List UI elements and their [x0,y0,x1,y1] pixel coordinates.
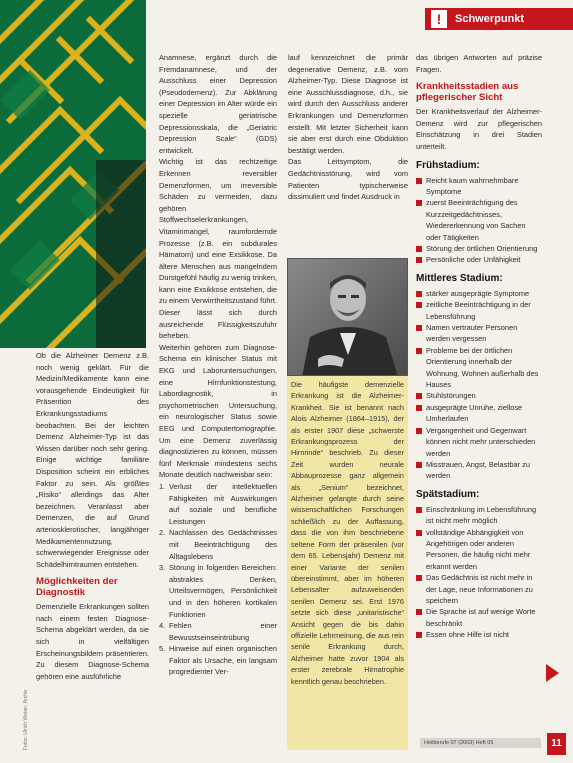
photo-credit [19,600,29,750]
list-item: Einschränkung im Lebensführung ist nicht mehr möglich [416,504,542,527]
paragraph: Ob die Alzheimer Demenz z.B. noch wenig geklärt. Für die Medizin/Medikamente kann eine vorausgehende Eindeutigkeit für Präsention des Erkrankungsstadiums beobachten. Bei der leichten Demenz Alzheimer-Typ ist das Wissen darüber noch sehr gering. Einige wichtige familiäre Disposition scheint ein erbliches Faktor zu sein. Als größtes „Risiko“ allerdings das Alter bezeichnen. Veranlasst aber Demenzen, die auf Grund arteriosklerotischer, langjähriger Medikamentennutzung, schwerwiegender Ereignisse oder Schädelhirntraumen entstehen. [36,351,149,569]
paragraph: Wichtig ist das rechtzeitige Erkennen reversibler Demenzformen, um irreversible Schäden zu vermeiden, dazu gehören Stoffwechselerkrankungen, Vitaminmangel, raumfordernde Prozesse (z.B. ein subdurales Hämatom) und eine Exsikkose. Da ältere Menschen aus mangelndem Durstgefühl häufig zu wenig trinken, kann eine Exsikkose entstehen, die zu einem Verwirrtheitszustand führt. Dieser lässt sich durch ausreichende Flüssigkeitszufuhr beheben. [159,157,277,341]
portrait-photo [287,258,408,376]
page-number: 11 [547,733,566,755]
photo-credit-text: Fotos: Ulrich Weber; Archiv [23,689,29,750]
journal-reference: Heilberufe 07 (2003) Heft 05 [424,740,494,746]
paragraph: das übrigen Antworten auf präzise Fragen. [416,53,542,74]
list-item: Probleme bei der örtlichen Orientierung innerhalb der Wohnung, Wohnen außerhalb des Hauses [416,345,542,391]
list-item: Das Gedächtnis ist nicht mehr in der Lage, neue Informationen zu speichern [416,572,542,606]
exclamation-icon: ! [431,10,447,28]
section-heading-diagnostik: Möglichkeiten der Diagnostik [36,576,118,599]
list-item: Die Sprache ist auf wenige Worte beschränkt [416,606,542,629]
paragraph: Der Krankheitsverlauf der Alzheimer-Demenz wird zur pflegerischen Einschätzung in drei Stadien unterteilt. [416,107,542,151]
late-stage-list [416,504,542,641]
paragraph: Das Leitsymptom, die Gedächtnisstörung, wird vom Patienten typischerweise dissimuliert und findet Ausdruck in [288,157,408,202]
paragraph: Weiterhin gehören zum Diagnose-Schema ein klinischer Status mit EKG und Laboruntersuchungen, eine Hirnfunktionstestung, Labordiagnostik, in psychometrischen Untersuchung, ein neurologischer Status sowie EEG und Computertomographie. Um eine Demenz zuverlässig diagnostizieren zu können, müssen fünf Merkmale mindestens sechs Monate deutlich nachweisbar sein: [159,342,277,480]
criteria-list [159,481,277,678]
list-item: 1. Verlust der intellektuellen Fähigkeiten mit Auswirkungen auf soziale und berufliche Leistungen [159,481,277,526]
list-item: zuerst Beeinträchtigung des Kurzzeitgedächtnisses, Wiedererkennung von Sachen oder Tätigkeiten [416,197,542,243]
paragraph: lauf kennzeichnet die primär degenerative Demenz, z.B. vom Alzheimer-Typ. Diese Diagnose ist eine Ausschlussdiagnose, d.h., sie wird durch den Ausschluss anderer Erkrankungen und Demenzformen erstellt. Mit letzter Sicherheit kann sie aber erst durch eine Obduktion bestätigt werden. [288,53,408,155]
list-item: vollständige Abhängigkeit von Angehörigen oder anderen Personen, die häufig nicht mehr erkannt werden [416,527,542,573]
portrait-image [288,259,408,376]
list-item: 3. Störung in folgenden Bereichen: abstraktes Denken, Urteilsvermögen, Persönlichkeit und in den höheren kortikalen Funktionen [159,563,277,619]
list-item: 4. Fehlen einer Bewusstseinseintrübung [159,621,277,642]
maze-illustration [0,0,146,348]
heading-spaetstadium: Spätstadium: [416,488,480,500]
section-banner [425,8,573,30]
text-column-1 [36,350,149,752]
list-item: Misstrauen, Angst, Belastbar zu werden [416,459,542,482]
text-column-2 [159,52,277,752]
continue-arrow-icon [546,664,559,682]
maze-graphic [0,0,146,348]
journal-footer [420,738,541,748]
paragraph: Demenzielle Erkrankungen sollten nach einem festen Diagnose-Schema abgeklärt werden, da sie sich in vielfältigen Erscheinungsbildern präsentieren. Zu diesem Diagnose-Schema gehören eine ausführliche [36,602,149,681]
paragraph: Anamnese, ergänzt durch die Fremdanamnese, und der Ausschluss einer Depression (Pseudodemenz). Zur Abklärung einer Depression im Alter würde ein spezielle geriatrische Depressionsskala, die „Geriatric Depression Scale“ (GDS) entwickelt. [159,53,277,155]
biography-caption-box [287,376,408,750]
list-item: 5. Hinweise auf einen organischen Faktor als Ursache, ein langsam progredienter Ver- [159,644,277,677]
middle-stage-list [416,288,542,482]
caption-text: Die häufigste demenzielle Erkrankung ist die Alzheimer-Krankheit. Sie ist benannt nach Alois Alzheimer (1864–1915), der als erster 1907 diese „schwerste Erkrankungsprozess der Hirnrinde“ beschrieb. Zu dieser Zeit wurden neurale Abbauprozesse ganz allgemein als „Senium“ bezeichnet, Alzheimer gelangte durch seine wissenschaftlichen Forschungen schließlich zu der Auffassung, dass die von ihm beschriebene seltene Form der präsenilen (vor dem 65. Lebensjahr) Demenz mit einer Variante der senilen übereinstimmt, aber im höheren Lebensalter aufzuweisenden senilen Demenz sei. Erst 1976 setzte sich diese „unitaristische“ Ansicht gegen die bis dahin offizielle Lehrmeinung, die aus rein senile Erkrankung durch, Alzheimer hatte zuvor 1904 als erster zerebrale Hirnatrophie kenntlich genau beschrieben. [291,380,404,686]
list-item: zeitliche Beeinträchtigung in der Lebensführung [416,299,542,322]
section-heading-stadien: Krankheitsstadien aus pflegerischer Sicht [416,81,519,104]
list-item: Essen ohne Hilfe ist nicht [416,629,542,640]
heading-mittleres-stadium: Mittleres Stadium: [416,272,503,284]
text-column-3 [288,52,408,252]
list-item: Reicht kaum wahrnehmbare Symptome [416,175,542,198]
list-item: Störung der örtlichen Orientierung [416,243,542,254]
list-item: Vergangenheit und Gegenwart können nicht mehr unterschieden werden [416,425,542,459]
text-column-4 [416,52,542,742]
list-item: stärker ausgeprägte Symptome [416,288,542,299]
banner-label: Schwerpunkt [455,13,525,25]
list-item: 2. Nachlassen des Gedächtnisses mit Beeinträchtigung des Alltagslebens [159,528,277,561]
list-item: Namen vertrauter Personen werden vergessen [416,322,542,345]
early-stage-list [416,175,542,266]
list-item: ausgeprägte Unruhe, ziellose Umherlaufen [416,402,542,425]
heading-fruehstadium: Frühstadium: [416,159,480,171]
list-item: Stuhlstörungen [416,390,542,401]
list-item: Persönliche oder Unfähigkeit [416,254,542,265]
